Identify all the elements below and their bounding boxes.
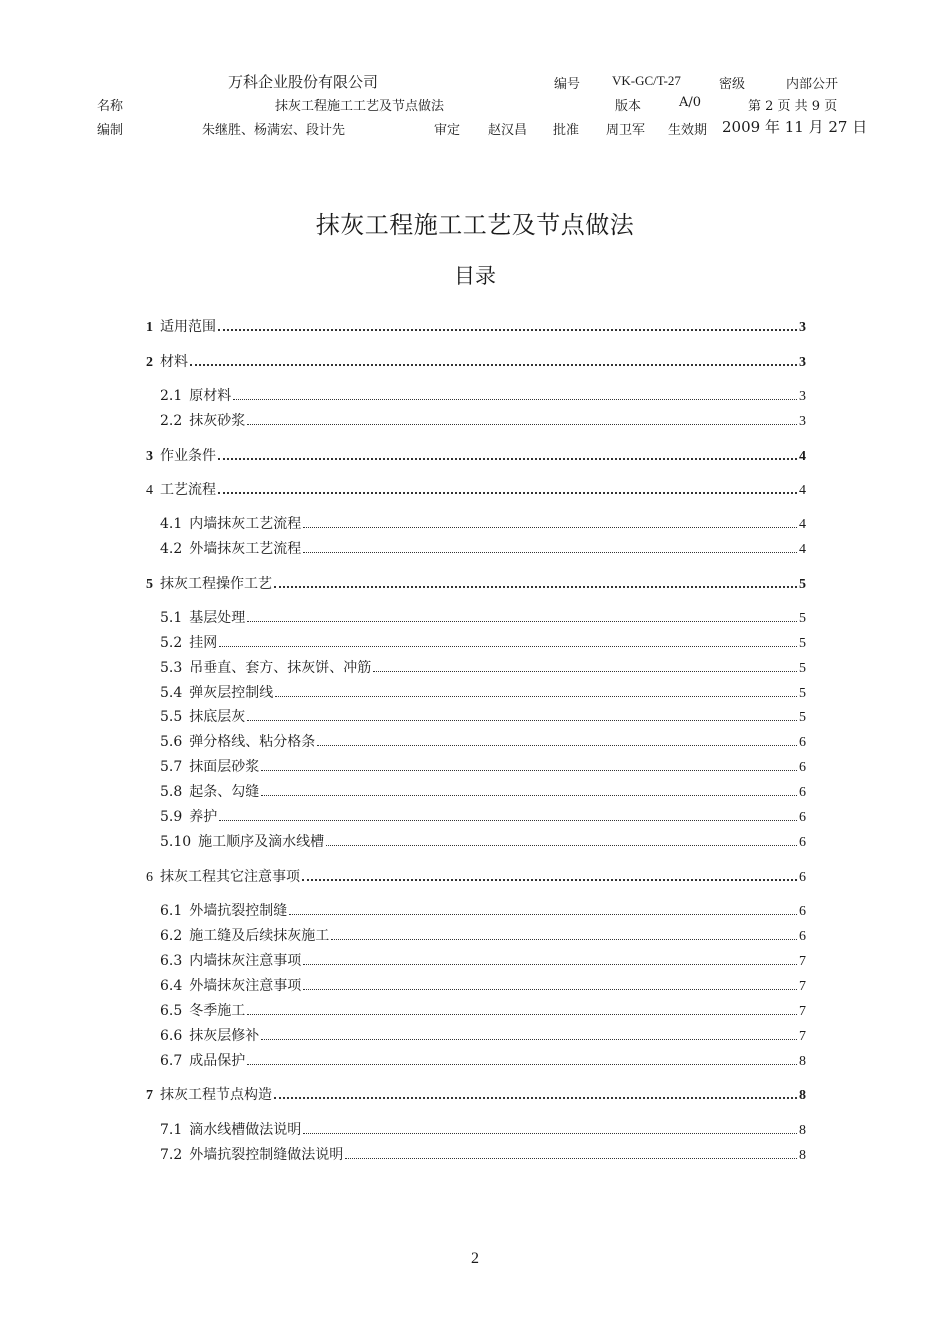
toc-entry-page: 4 — [799, 483, 806, 498]
company-name: 万科企业股份有限公司 — [228, 73, 379, 91]
toc-dot-leader — [303, 963, 797, 965]
toc-entry-label: 起条、勾缝 — [189, 784, 260, 800]
toc-entry-number: 5.3 — [160, 660, 183, 676]
toc-entry-number: 5.1 — [160, 610, 183, 626]
toc-entry-page: 5 — [799, 686, 806, 701]
effective-label: 生效期 — [668, 123, 708, 138]
toc-entry-label: 外墙抹灰工艺流程 — [189, 541, 302, 557]
approve-value: 周卫军 — [606, 123, 646, 138]
toc-entry-label: 作业条件 — [160, 448, 216, 464]
code-value: VK-GC/T-27 — [612, 73, 681, 88]
toc-entry-label: 施工顺序及滴水线槽 — [198, 834, 325, 850]
toc-entry[interactable] — [160, 683, 806, 703]
version-label: 版本 — [615, 99, 642, 114]
toc-entry-number: 6.4 — [160, 978, 183, 994]
toc-entry-number: 1 — [146, 320, 153, 335]
toc-entry[interactable] — [146, 446, 806, 466]
toc-entry-number: 4.1 — [160, 516, 183, 532]
toc-entry-label: 外墙抗裂控制缝做法说明 — [189, 1147, 344, 1163]
toc-entry-page: 8 — [799, 1088, 806, 1103]
effective-date: 2009 年 11 月 27 日 — [722, 118, 868, 136]
toc-dot-leader — [303, 551, 797, 553]
review-label: 审定 — [434, 123, 461, 138]
toc-dot-leader — [289, 913, 797, 915]
toc-entry[interactable] — [160, 976, 806, 996]
toc-entry-number: 6.6 — [160, 1028, 183, 1044]
toc-entry-number: 4 — [146, 483, 153, 498]
toc-entry-label: 工艺流程 — [160, 482, 216, 498]
toc-entry-label: 弹灰层控制线 — [189, 685, 274, 701]
toc-entry-label: 抹底层灰 — [189, 709, 246, 725]
toc-entry-label: 成品保护 — [189, 1053, 246, 1069]
toc-entry-number: 6 — [146, 870, 153, 885]
toc-dot-leader — [247, 423, 797, 425]
toc-dot-leader — [303, 988, 797, 990]
toc-dot-leader — [331, 938, 797, 940]
toc-dot-leader — [247, 1063, 797, 1065]
toc-entry-page: 3 — [799, 414, 806, 429]
toc-entry[interactable] — [160, 782, 806, 802]
toc-entry-label: 抹灰砂浆 — [189, 413, 246, 429]
toc-entry-number: 5.6 — [160, 734, 183, 750]
toc-dot-leader — [274, 585, 797, 588]
secret-label: 密级 — [719, 77, 746, 92]
toc-entry-page: 6 — [799, 929, 806, 944]
toc-entry-page: 7 — [799, 1029, 806, 1044]
toc-entry[interactable] — [160, 707, 806, 727]
toc-dot-leader — [219, 645, 797, 647]
toc-entry-number: 6.3 — [160, 953, 183, 969]
toc-entry-label: 养护 — [189, 809, 218, 825]
toc-entry-label: 抹灰工程节点构造 — [160, 1087, 272, 1103]
toc-dot-leader — [218, 457, 797, 460]
toc-entry[interactable] — [160, 633, 806, 653]
toc-entry-label: 弹分格线、粘分格条 — [189, 734, 316, 750]
toc-entry-page: 6 — [799, 760, 806, 775]
code-label: 编号 — [554, 77, 581, 92]
toc-entry-page: 5 — [799, 710, 806, 725]
toc-dot-leader — [190, 363, 797, 366]
toc-entry-label: 挂网 — [189, 635, 218, 651]
toc-entry-number: 5.2 — [160, 635, 183, 651]
approve-label: 批准 — [553, 123, 580, 138]
toc-entry-page: 7 — [799, 979, 806, 994]
toc-entry-number: 2.2 — [160, 413, 183, 429]
document-title: 抹灰工程施工工艺及节点做法 — [315, 211, 635, 239]
toc-entry-label: 基层处理 — [189, 610, 246, 626]
toc-entry-label: 冬季施工 — [189, 1003, 246, 1019]
toc-dot-leader — [218, 328, 797, 331]
author-label: 编制 — [97, 123, 124, 138]
toc-entry[interactable] — [160, 386, 806, 406]
toc-entry-page: 7 — [799, 1004, 806, 1019]
toc-dot-leader — [247, 719, 797, 721]
toc-entry-page: 6 — [799, 810, 806, 825]
name-label: 名称 — [97, 99, 124, 114]
toc-dot-leader — [302, 878, 797, 881]
toc-entry-number: 5.8 — [160, 784, 183, 800]
toc-entry-label: 内墙抹灰注意事项 — [189, 953, 302, 969]
toc-entry-number: 4.2 — [160, 541, 183, 557]
toc-entry[interactable] — [160, 1120, 806, 1140]
toc-entry-number: 5 — [146, 577, 153, 592]
toc-dot-leader — [247, 620, 797, 622]
toc-entry-page: 5 — [799, 636, 806, 651]
toc-dot-leader — [261, 769, 797, 771]
toc-entry[interactable] — [146, 574, 806, 594]
toc-entry[interactable] — [160, 832, 806, 852]
toc-entry[interactable] — [160, 732, 806, 752]
toc-entry[interactable] — [146, 352, 806, 372]
toc-entry[interactable] — [160, 901, 806, 921]
toc-entry[interactable] — [160, 514, 806, 534]
toc-entry-label: 抹灰层修补 — [189, 1028, 260, 1044]
toc-dot-leader — [373, 670, 797, 672]
toc-dot-leader — [275, 695, 797, 697]
toc-dot-leader — [317, 744, 797, 746]
toc-entry-label: 抹灰工程其它注意事项 — [160, 869, 300, 885]
toc-entry-number: 7 — [146, 1088, 153, 1103]
toc-entry-label: 外墙抗裂控制缝 — [189, 903, 288, 919]
toc-dot-leader — [247, 1013, 797, 1015]
toc-entry[interactable] — [160, 757, 806, 777]
toc-entry[interactable] — [160, 1001, 806, 1021]
toc-entry[interactable] — [146, 480, 806, 500]
toc-entry-page: 6 — [799, 904, 806, 919]
toc-entry[interactable] — [160, 807, 806, 827]
toc-entry-page: 6 — [799, 735, 806, 750]
toc-entry-label: 内墙抹灰工艺流程 — [189, 516, 302, 532]
toc-entry-label: 材料 — [160, 354, 188, 370]
toc-entry-label: 施工缝及后续抹灰施工 — [189, 928, 330, 944]
toc-entry-label: 抹灰工程操作工艺 — [160, 576, 272, 592]
toc-entry-page: 3 — [799, 355, 806, 370]
secret-value: 内部公开 — [786, 77, 839, 92]
toc-entry-page: 5 — [799, 661, 806, 676]
toc-entry-number: 6.2 — [160, 928, 183, 944]
name-value: 抹灰工程施工工艺及节点做法 — [275, 99, 445, 114]
toc-entry-number: 2.1 — [160, 388, 183, 404]
toc-dot-leader — [345, 1157, 797, 1159]
toc-entry-label: 适用范围 — [160, 319, 216, 335]
toc-entry-number: 6.1 — [160, 903, 183, 919]
toc-entry-label: 吊垂直、套方、抹灰饼、冲筋 — [189, 660, 372, 676]
toc-entry-page: 4 — [799, 542, 806, 557]
toc-entry-page: 5 — [799, 577, 806, 592]
toc-entry-label: 抹面层砂浆 — [189, 759, 260, 775]
toc-entry-number: 2 — [146, 355, 153, 370]
toc-entry-page: 6 — [799, 870, 806, 885]
toc-entry-label: 外墙抹灰注意事项 — [189, 978, 302, 994]
toc-entry-label: 滴水线槽做法说明 — [189, 1122, 302, 1138]
toc-entry-page: 8 — [799, 1054, 806, 1069]
toc-entry-page: 8 — [799, 1123, 806, 1138]
toc-entry-page: 6 — [799, 835, 806, 850]
toc-entry-number: 6.5 — [160, 1003, 183, 1019]
toc-entry[interactable] — [160, 658, 806, 678]
toc-entry-page: 8 — [799, 1148, 806, 1163]
toc-entry-page: 4 — [799, 449, 806, 464]
review-value: 赵汉昌 — [488, 123, 528, 138]
toc-dot-leader — [219, 819, 797, 821]
toc-entry[interactable] — [160, 926, 806, 946]
page-number: 2 — [471, 1250, 479, 1267]
toc-entry[interactable] — [160, 1026, 806, 1046]
toc-entry[interactable] — [160, 1145, 806, 1165]
toc-entry-page: 3 — [799, 320, 806, 335]
toc-entry-page: 6 — [799, 785, 806, 800]
toc-entry-number: 5.10 — [160, 834, 192, 850]
toc-dot-leader — [261, 1038, 797, 1040]
toc-entry[interactable] — [160, 411, 806, 431]
toc-entry[interactable] — [160, 608, 806, 628]
toc-dot-leader — [303, 526, 797, 528]
toc-entry-number: 6.7 — [160, 1053, 183, 1069]
toc-entry-number: 5.7 — [160, 759, 183, 775]
toc-entry[interactable] — [160, 539, 806, 559]
toc-dot-leader — [303, 1132, 797, 1134]
author-value: 朱继胜、杨满宏、段计先 — [202, 123, 346, 138]
toc-entry-page: 7 — [799, 954, 806, 969]
page-count: 第 2 页 共 9 页 — [748, 99, 838, 114]
toc-entry-number: 5.4 — [160, 685, 183, 701]
toc-entry-page: 4 — [799, 517, 806, 532]
toc-heading: 目录 — [454, 264, 496, 288]
toc-dot-leader — [326, 844, 797, 846]
toc-dot-leader — [233, 398, 797, 400]
toc-entry[interactable] — [160, 1051, 806, 1071]
toc-entry-label: 原材料 — [189, 388, 232, 404]
toc-entry-number: 7.1 — [160, 1122, 183, 1138]
version-value: A/0 — [679, 95, 702, 110]
toc-entry-number: 5.9 — [160, 809, 183, 825]
toc-entry-number: 5.5 — [160, 709, 183, 725]
toc-entry[interactable] — [160, 951, 806, 971]
toc-dot-leader — [218, 491, 797, 494]
toc-entry-page: 5 — [799, 611, 806, 626]
toc-entry[interactable] — [146, 317, 806, 337]
toc-entry-number: 3 — [146, 449, 153, 464]
toc-entry[interactable] — [146, 867, 806, 887]
toc-entry[interactable] — [146, 1085, 806, 1105]
toc-dot-leader — [261, 794, 797, 796]
toc-entry-page: 3 — [799, 389, 806, 404]
toc-entry-number: 7.2 — [160, 1147, 183, 1163]
toc-dot-leader — [274, 1096, 797, 1099]
